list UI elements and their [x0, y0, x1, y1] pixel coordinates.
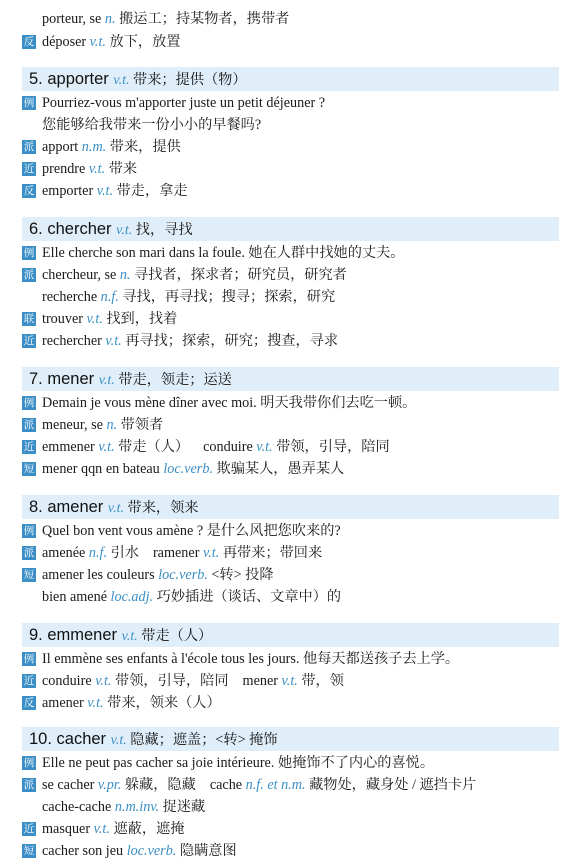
term-text: prendre	[42, 161, 89, 177]
part-of-speech: n.f. et n.m.	[245, 777, 306, 793]
entry-headword-group	[29, 217, 193, 243]
entry-line	[0, 796, 585, 818]
part-of-speech: loc.verb.	[126, 843, 177, 859]
entry-line	[0, 586, 585, 608]
line-text	[42, 31, 180, 53]
term-text: masquer	[42, 821, 94, 837]
term-text: porteur, se	[42, 11, 105, 27]
label-badge: 派	[23, 269, 35, 281]
headword: 5. apporter	[29, 70, 109, 88]
entry-header	[22, 217, 559, 241]
header-translation: 带来；提供（物）	[129, 72, 247, 88]
line-text	[42, 308, 177, 330]
line-text	[42, 286, 335, 308]
part-of-speech: n.m.	[81, 139, 107, 155]
part-of-speech: n.	[106, 417, 118, 433]
entry-line	[0, 8, 585, 30]
translation: 遮蔽，遮掩	[109, 821, 185, 837]
entry-line	[0, 670, 585, 692]
translation: 躲藏，隐藏	[121, 777, 196, 793]
line-text	[42, 414, 163, 436]
translation: 寻找者，探求者；研究员，研究者	[130, 267, 347, 283]
translation: 巧妙插进（谈话、文章中）的	[153, 589, 342, 605]
label-badge: 反	[23, 36, 35, 48]
headword: 9. emmener	[29, 626, 118, 644]
term-text: recherche	[42, 289, 101, 305]
label-badge: 派	[23, 141, 35, 153]
line-text	[42, 114, 261, 136]
label-badge: 近	[23, 823, 35, 835]
label-badge: 反	[23, 697, 35, 709]
label-badge: 派	[23, 547, 35, 559]
entry-headword-group	[29, 727, 278, 753]
label-badge: 反	[23, 185, 35, 197]
translation: 找到，找着	[102, 311, 178, 327]
headword: 6. chercher	[29, 220, 112, 238]
translation: 隐瞒意图	[176, 843, 237, 859]
entry-line	[0, 31, 585, 53]
part-of-speech: v.t.	[98, 439, 115, 455]
entry-line	[0, 520, 585, 542]
term-text: bien amené	[42, 589, 111, 605]
term-text: 您能够给我带来一份小小的早餐吗?	[42, 117, 262, 133]
term-text: ramener	[152, 545, 203, 561]
label-badge: 派	[23, 779, 35, 791]
line-text	[42, 180, 188, 202]
translation: 带走，拿走	[113, 183, 188, 199]
entry-header	[22, 495, 559, 519]
line-text	[42, 796, 205, 818]
term-text: Elle ne peut pas cacher sa joie intérieure. 她掩饰不了内心的喜悦。	[42, 755, 435, 771]
entry-line	[0, 774, 585, 796]
entry-line	[0, 92, 585, 114]
label-badge: 短	[23, 845, 35, 857]
term-text: se cacher	[42, 777, 98, 793]
translation: 引水	[107, 545, 139, 561]
entry-line	[0, 840, 585, 862]
entry-line	[0, 136, 585, 158]
part-of-speech: loc.verb.	[158, 567, 208, 583]
term-text: cacher son jeu	[42, 843, 127, 859]
entry-line	[0, 392, 585, 414]
term-text: amenée	[42, 545, 89, 561]
line-text	[42, 242, 405, 264]
headword: 10. cacher	[29, 730, 107, 748]
entry-line	[0, 648, 585, 670]
label-badge: 近	[23, 441, 35, 453]
entry-line	[0, 818, 585, 840]
headword: 7. mener	[29, 370, 95, 388]
line-text	[42, 670, 344, 692]
entry-header	[22, 623, 559, 647]
part-of-speech: v.t.	[202, 545, 220, 561]
label-badge: 联	[23, 313, 35, 325]
label-badge: 例	[23, 757, 35, 769]
translation: 藏物处，藏身处 / 遮挡卡片	[305, 777, 477, 793]
term-text: conduire	[203, 439, 257, 455]
entry-line	[0, 564, 585, 586]
translation: 带领，引导，陪同	[272, 439, 390, 455]
entry-header	[22, 727, 559, 751]
part-of-speech: loc.verb.	[163, 461, 213, 477]
entry-header	[22, 67, 559, 91]
term-text: mener qqn en bateau	[42, 461, 164, 477]
part-of-speech: v.t.	[96, 183, 114, 199]
term-text: conduire	[42, 673, 96, 689]
entry-headword-group	[29, 367, 232, 393]
term-text: cache	[209, 777, 246, 793]
translation: 再寻找；探索，研究；搜查，寻求	[121, 333, 339, 349]
entry-line	[0, 158, 585, 180]
part-of-speech: v.t.	[93, 821, 110, 837]
term-text: amener	[42, 695, 88, 711]
label-badge: 例	[23, 525, 35, 537]
headword: 8. amener	[29, 498, 104, 516]
part-of-speech: v.t.	[105, 333, 122, 349]
header-translation: 隐藏；遮盖；<转> 掩饰	[126, 732, 278, 748]
part-of-speech: v.t.	[281, 673, 298, 689]
label-badge: 派	[23, 419, 35, 431]
part-of-speech: v.t.	[110, 733, 127, 748]
term-text: emporter	[42, 183, 97, 199]
part-of-speech: n.	[104, 11, 116, 27]
translation: 带，领	[297, 673, 344, 689]
label-badge: 例	[23, 97, 35, 109]
entry-line	[0, 692, 585, 714]
part-of-speech: v.pr.	[97, 777, 122, 793]
header-translation: 找，寻找	[132, 222, 193, 238]
part-of-speech: v.t.	[116, 223, 133, 238]
term-text: cache-cache	[42, 799, 115, 815]
line-text	[42, 158, 137, 180]
part-of-speech: n.	[119, 267, 131, 283]
entry-line	[0, 542, 585, 564]
term-text: amener les couleurs	[42, 567, 159, 583]
line-text	[42, 542, 322, 564]
term-text: mener	[242, 673, 282, 689]
term-text: Quel bon vent vous amène ? 是什么风把您吹来的?	[42, 523, 341, 539]
line-text	[42, 92, 325, 114]
translation: <转> 投降	[207, 567, 274, 583]
term-text: apport	[42, 139, 82, 155]
translation: 带领，引导，陪同	[111, 673, 229, 689]
term-text: Elle cherche son mari dans la foule. 她在人群中找她的丈夫。	[42, 245, 405, 261]
entry-line	[0, 286, 585, 308]
line-text	[42, 774, 476, 796]
part-of-speech: v.t.	[256, 439, 273, 455]
line-text	[42, 330, 338, 352]
part-of-speech: v.t.	[86, 311, 103, 327]
line-text	[42, 692, 221, 714]
line-text	[42, 264, 347, 286]
entry-headword-group	[29, 623, 212, 649]
part-of-speech: loc.adj.	[110, 589, 154, 605]
label-badge: 例	[23, 397, 35, 409]
entry-line	[0, 330, 585, 352]
header-translation: 带来，领来	[123, 500, 199, 516]
line-text	[42, 136, 181, 158]
entry-line	[0, 180, 585, 202]
translation: 欺骗某人，愚弄某人	[212, 461, 345, 477]
part-of-speech: v.t.	[113, 73, 130, 88]
part-of-speech: v.t.	[89, 34, 106, 50]
translation: 捉迷藏	[159, 799, 206, 815]
translation: 带来	[105, 161, 138, 177]
term-text: emmener	[42, 439, 99, 455]
part-of-speech: n.f.	[100, 289, 119, 305]
line-text	[42, 458, 344, 480]
translation: 放下，放置	[105, 34, 181, 50]
part-of-speech: n.m.inv.	[114, 799, 160, 815]
term-text: Demain je vous mène dîner avec moi. 明天我带你们去吃一顿。	[42, 395, 417, 411]
line-text	[42, 586, 341, 608]
term-text: meneur, se	[42, 417, 107, 433]
line-text	[42, 436, 390, 458]
entry-line	[0, 752, 585, 774]
translation: 搬运工；持某物者，携带者	[115, 11, 290, 27]
entry-header	[22, 367, 559, 391]
header-translation: 带走（人）	[137, 628, 213, 644]
translation: 寻找，再寻找；搜寻；探索，研究	[118, 289, 336, 305]
translation: 再带来；带回来	[219, 545, 323, 561]
label-badge: 短	[23, 463, 35, 475]
term-text: trouver	[42, 311, 87, 327]
part-of-speech: v.t.	[87, 695, 104, 711]
label-badge: 例	[23, 653, 35, 665]
line-text	[42, 564, 274, 586]
translation: 带来，领来（人）	[103, 695, 221, 711]
term-text: déposer	[42, 34, 90, 50]
label-badge: 短	[23, 569, 35, 581]
translation: 带来，提供	[106, 139, 181, 155]
line-text	[42, 818, 184, 840]
entry-line	[0, 242, 585, 264]
label-badge: 近	[23, 335, 35, 347]
entry-line	[0, 114, 585, 136]
entry-line	[0, 414, 585, 436]
line-text	[42, 752, 434, 774]
translation: 带走（人）	[114, 439, 190, 455]
part-of-speech: v.t.	[121, 629, 138, 644]
part-of-speech: v.t.	[88, 161, 106, 177]
entry-headword-group	[29, 495, 198, 521]
part-of-speech: v.t.	[107, 501, 124, 516]
entry-line	[0, 264, 585, 286]
label-badge: 例	[23, 247, 35, 259]
label-badge: 近	[23, 675, 35, 687]
line-text	[42, 520, 341, 542]
translation: 带领者	[117, 417, 164, 433]
entry-line	[0, 458, 585, 480]
term-text: Il emmène ses enfants à l'école tous les jours. 他每天都送孩子去上学。	[42, 651, 460, 667]
entry-line	[0, 308, 585, 330]
header-translation: 带走，领走；运送	[114, 372, 232, 388]
entry-headword-group	[29, 67, 247, 93]
term-text: rechercher	[42, 333, 106, 349]
part-of-speech: v.t.	[98, 373, 115, 388]
line-text	[42, 392, 416, 414]
line-text	[42, 840, 237, 862]
line-text	[42, 8, 289, 30]
entry-line	[0, 436, 585, 458]
term-text: chercheur, se	[42, 267, 120, 283]
part-of-speech: n.f.	[88, 545, 108, 561]
part-of-speech: v.t.	[95, 673, 112, 689]
line-text	[42, 648, 459, 670]
term-text: Pourriez-vous m'apporter juste un petit déjeuner ?	[42, 95, 326, 111]
label-badge: 近	[23, 163, 35, 175]
